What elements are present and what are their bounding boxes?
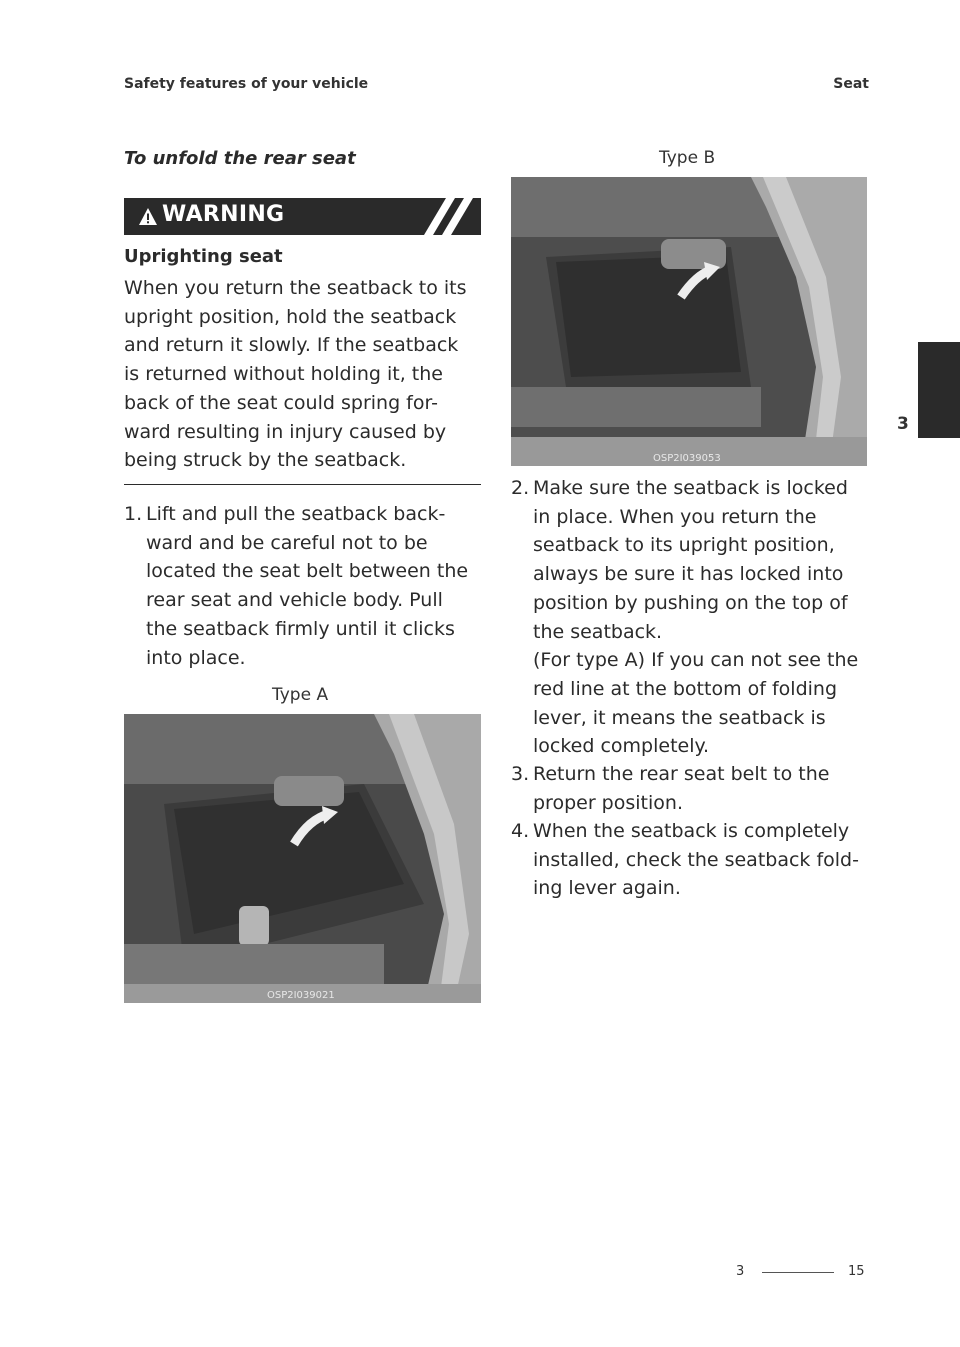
- step-line: proper position.: [533, 791, 683, 814]
- running-header-section: Safety features of your vehicle: [124, 76, 369, 92]
- seat-photo-illustration: [124, 714, 481, 1003]
- photo-type-a: [124, 714, 481, 1003]
- step-number: 3.: [511, 763, 530, 785]
- step-line: located the seat belt between the: [146, 560, 469, 583]
- warning-banner: [124, 198, 481, 235]
- warning-line: being struck by the seatback.: [124, 449, 407, 472]
- step-line: Make sure the seatback is locked: [533, 477, 848, 499]
- warning-label: WARNING: [162, 202, 285, 227]
- step-line: ing lever again.: [533, 877, 681, 900]
- step-line: seatback to its upright position,: [533, 534, 835, 557]
- step-line: position by pushing on the top of: [533, 591, 848, 614]
- figure-code: OSP2I039021: [267, 990, 335, 1001]
- footer-rule: [762, 1272, 834, 1273]
- step-line: in place. When you return the: [533, 505, 817, 528]
- section-title: To unfold the rear seat: [124, 148, 356, 169]
- step-line: into place.: [146, 646, 246, 669]
- figure-caption: Type B: [659, 148, 716, 168]
- chapter-tab-number: 3: [897, 414, 909, 434]
- step-line: (For type A) If you can not see the: [533, 649, 859, 672]
- warning-line: back of the seat could spring for-: [124, 391, 438, 414]
- step-number: 1.: [124, 503, 143, 525]
- step-line: When the seatback is completely: [533, 820, 850, 842]
- step-line: red line at the bottom of folding: [533, 677, 838, 700]
- warning-line: When you return the seatback to its: [124, 277, 467, 299]
- warning-subtitle: Uprighting seat: [124, 246, 283, 267]
- warning-line: upright position, hold the seatback: [124, 305, 457, 328]
- step-number: 4.: [511, 820, 530, 842]
- warning-end-rule: [124, 484, 481, 485]
- warning-stripes: [424, 198, 481, 235]
- step-line: locked completely.: [533, 735, 710, 758]
- footer-chapter: 3: [736, 1264, 745, 1279]
- seat-photo-illustration: [511, 177, 867, 466]
- step-line: always be sure it has locked into: [533, 563, 844, 586]
- warning-line: ward resulting in injury caused by: [124, 420, 447, 443]
- step-line: lever, it means the seatback is: [533, 706, 826, 729]
- figure-code: OSP2I039053: [653, 453, 721, 464]
- step-line: rear seat and vehicle body. Pull: [146, 589, 443, 612]
- warning-line: is returned without holding it, the: [124, 363, 443, 386]
- footer-page-number: 15: [848, 1264, 865, 1279]
- photo-type-b: [511, 177, 867, 466]
- warning-triangle-icon: [138, 207, 158, 227]
- step-line: the seatback.: [533, 620, 663, 643]
- warning-body: [124, 274, 481, 475]
- step-line: the seatback firmly until it clicks: [146, 617, 455, 640]
- step-line: Return the rear seat belt to the: [533, 763, 830, 785]
- step-line: installed, check the seatback fold-: [533, 848, 859, 871]
- step-line: ward and be careful not to be: [146, 531, 428, 554]
- step-line: Lift and pull the seatback back-: [146, 503, 446, 525]
- step-number: 2.: [511, 477, 530, 499]
- warning-line: and return it slowly. If the seatback: [124, 334, 459, 357]
- figure-caption: Type A: [272, 685, 329, 705]
- chapter-tab: [918, 342, 960, 438]
- running-header-topic: Seat: [833, 76, 869, 92]
